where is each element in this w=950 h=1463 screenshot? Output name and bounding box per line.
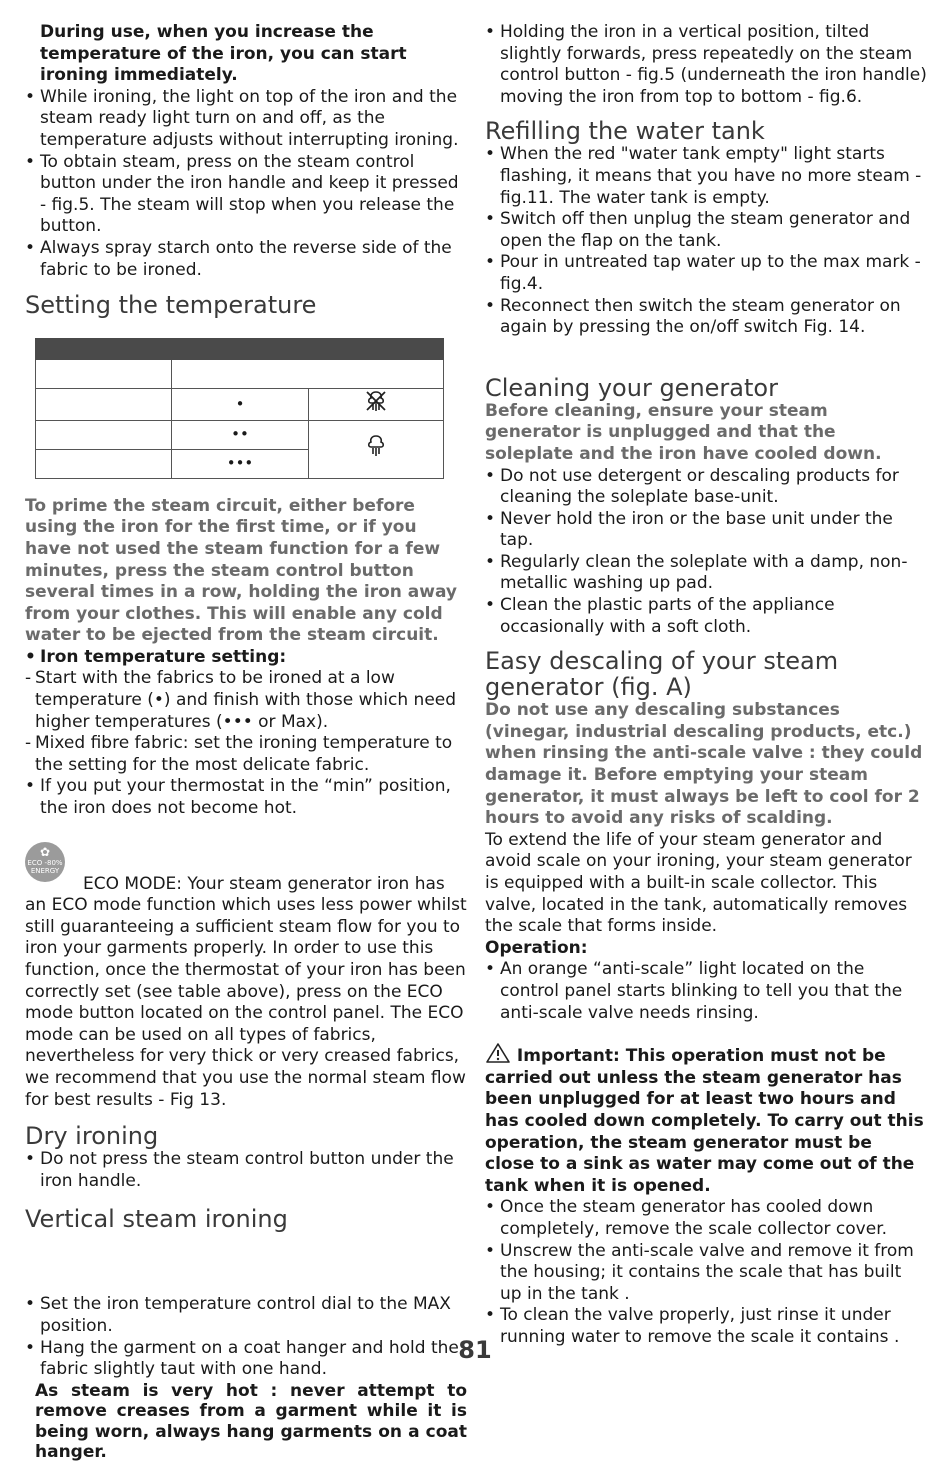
table-header-row: [36, 339, 444, 360]
list-item: • Unscrew the anti-scale valve and remove it from the housing; it contains the scale that has built up in the tank .: [485, 1241, 927, 1306]
descaling-warning: Do not use any descaling substances (vinegar, industrial descaling products, etc.) when rinsing the anti-scale valve : they could damage it. Before emptying your steam generator, it must always be left to cool for 2 hours to avoid any risks of scalding.: [485, 700, 923, 829]
list-item: • Set the iron temperature control dial to the MAX position.: [25, 1294, 467, 1337]
list-item: - Mixed fibre fabric: set the ironing temperature to the setting for the most delicate fabric.: [25, 733, 467, 776]
list-item: • Clean the plastic parts of the appliance occasionally with a soft cloth.: [485, 595, 927, 638]
list-item: • When the red "water tank empty" light starts flashing, it means that you have no more steam - fig.11. The water tank is empty.: [485, 144, 927, 209]
dry-ironing-list: [25, 1149, 467, 1192]
temperature-table: [35, 338, 444, 479]
setting-temperature-heading: Setting the temperature: [25, 291, 317, 320]
iron-temp-list: [25, 647, 467, 669]
table-row: [36, 420, 444, 449]
refill-heading: Refilling the water tank: [485, 117, 765, 146]
list-item: • If you put your thermostat in the “min” position, the iron does not become hot.: [25, 776, 467, 819]
cleaning-intro: Before cleaning, ensure your steam generator is unplugged and that the soleplate and the iron have cooled down.: [485, 400, 882, 464]
steam-icon: [309, 420, 444, 478]
list-item: • Never hold the iron or the base unit under the tap.: [485, 509, 927, 552]
list-item: • Do not press the steam control button under the iron handle.: [25, 1149, 467, 1192]
iron-temp-label: • Iron temperature setting:: [25, 647, 467, 669]
eco-mode-section: [25, 842, 467, 1112]
cleaning-list: [485, 466, 927, 639]
list-item: • Reconnect then switch the steam generator on again by pressing the on/off switch Fig. 14.: [485, 296, 927, 339]
list-item: • Always spray starch onto the reverse side of the fabric to be ironed.: [25, 238, 467, 281]
left-column: [25, 22, 467, 1463]
refill-list: [485, 144, 927, 338]
list-item: • To clean the valve properly, just rinse it under running water to remove the scale it contains .: [485, 1305, 927, 1348]
list-item: • Holding the iron in a vertical position, tilted slightly forwards, press repeatedly on the steam control button - fig.5 (underneath the iron handle) moving the iron from top to bottom - fig.6.: [485, 22, 927, 108]
list-item: • Regularly clean the soleplate with a damp, non-metallic washing up pad.: [485, 552, 927, 595]
vertical-steam-heading: Vertical steam ironing: [25, 1205, 288, 1234]
operation-list: [485, 959, 927, 1024]
list-item: • Pour in untreated tap water up to the max mark - fig.4.: [485, 252, 927, 295]
descaling-heading: Easy descaling of your steam generator (fig. A): [485, 647, 839, 702]
dash-list: [25, 668, 467, 776]
list-item: - Start with the fabrics to be ironed at a low temperature (•) and finish with those which need higher temperatures (••• or Max).: [25, 668, 467, 733]
operation-label: Operation:: [485, 937, 588, 958]
descaling-text: To extend the life of your steam generator and avoid scale on your ironing, your steam generator is equipped with a built-in scale collector. This valve, located in the tank, automatically removes the scale that forms inside.: [485, 829, 912, 937]
warning-icon: [485, 1042, 511, 1064]
cleaning-heading: Cleaning your generator: [485, 373, 778, 402]
table-row: [36, 389, 444, 421]
list-item: • While ironing, the light on top of the iron and the steam ready light turn on and off, as the temperature adjusts without interrupting ironing.: [25, 87, 467, 152]
eco-mode-icon: ✿ ECO -80% ENERGY: [25, 842, 65, 882]
final-list: [485, 1197, 927, 1348]
dry-ironing-heading: Dry ironing: [25, 1122, 159, 1151]
holding-list: [485, 22, 927, 108]
intro-bold-text: During use, when you increase the temperature of the iron, you can start ironing immediately.: [40, 22, 407, 86]
list-item: • Switch off then unplug the steam generator and open the flap on the tank.: [485, 209, 927, 252]
no-steam-icon: [309, 389, 444, 421]
thermostat-list: [25, 776, 467, 819]
list-item: • Once the steam generator has cooled down completely, remove the scale collector cover.: [485, 1197, 927, 1240]
list-item: • An orange “anti-scale” light located on the control panel starts blinking to tell you that the anti-scale valve needs rinsing.: [485, 959, 927, 1024]
eco-mode-text: ECO MODE: Your steam generator iron has an ECO mode function which uses less power whilst still guaranteeing a sufficient steam flow for you to iron your garments properly. In order to use this function, once the thermostat of your iron has been correctly set (see table above), press on the ECO mode button located on the control panel. The ECO mode can be used on all types of fabrics, nevertheless for very thick or very creased fabrics, we recommend that you use the normal steam flow for best results - Fig 13.: [25, 873, 467, 1110]
page-number: 81: [458, 1336, 492, 1364]
temp-dot-cell: ••: [172, 420, 309, 449]
list-item: • Do not use detergent or descaling products for cleaning the soleplate base-unit.: [485, 466, 927, 509]
vertical-steam-warning: As steam is very hot : never attempt to remove creases from a garment while it is being worn, always hang garments on a coat hanger.: [35, 1380, 467, 1463]
important-warning: [485, 1042, 927, 1197]
intro-bullet-list: [25, 87, 467, 281]
important-text: Important: This operation must not be carried out unless the steam generator has been unplugged for at least two hours and has cooled down completely. To carry out this operation, the steam generator must be close to a sink as water may come out of the tank when it is opened.: [485, 1046, 924, 1196]
prime-steam-text: To prime the steam circuit, either before using the iron for the first time, or if you have not used the steam function for a few minutes, press the steam control button several times in a row, holding the iron away from your clothes. This will enable any cold water to be ejected from the steam circuit.: [25, 495, 457, 646]
list-item: • Hang the garment on a coat hanger and hold the fabric slightly taut with one hand.: [25, 1338, 467, 1381]
table-row: [36, 360, 444, 389]
list-item: • To obtain steam, press on the steam control button under the iron handle and keep it pressed - fig.5. The steam will stop when you release the button.: [25, 152, 467, 238]
right-column: [485, 22, 927, 1348]
temp-dot-cell: •: [172, 389, 309, 421]
temp-dot-cell: •••: [172, 449, 309, 478]
